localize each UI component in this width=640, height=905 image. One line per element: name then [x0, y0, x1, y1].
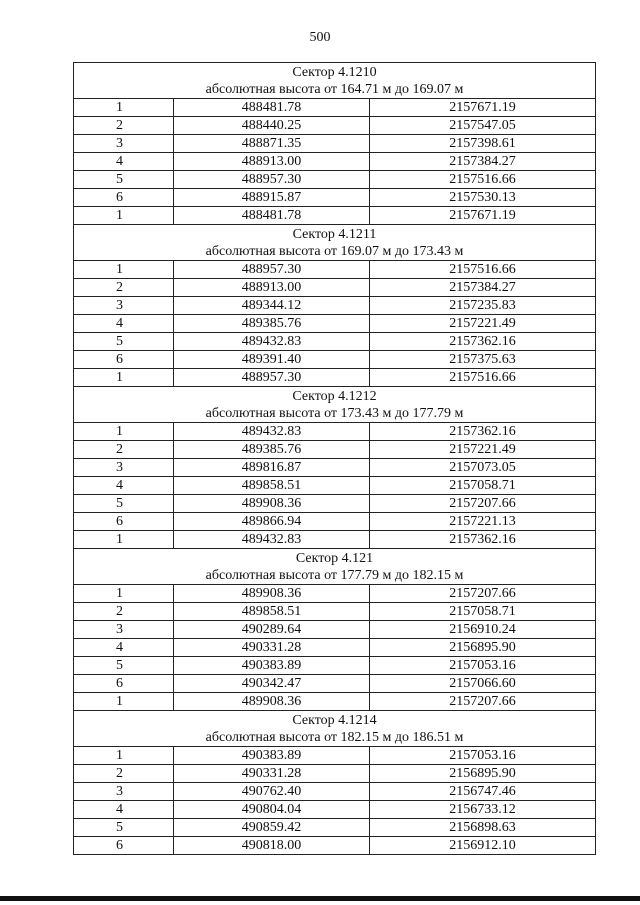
x-coordinate-cell — [174, 531, 370, 548]
x-coordinate-cell — [174, 603, 370, 620]
table-row — [74, 135, 595, 153]
table-row — [74, 657, 595, 675]
x-coordinate-cell — [174, 99, 370, 116]
point-number-cell-text: 5 — [116, 658, 123, 673]
y-coordinate-cell-text: 2157384.27 — [449, 154, 516, 169]
y-coordinate-cell-text: 2157207.66 — [449, 694, 516, 709]
y-coordinate-cell — [370, 783, 595, 800]
point-number-cell-text: 2 — [116, 118, 123, 133]
point-number-cell-text: 3 — [116, 136, 123, 151]
point-number-cell-text: 3 — [116, 622, 123, 637]
x-coordinate-cell-text: 489858.51 — [241, 478, 302, 493]
x-coordinate-cell-text: 489432.83 — [241, 334, 302, 349]
y-coordinate-cell — [370, 819, 595, 836]
point-number-cell — [74, 675, 174, 692]
y-coordinate-cell-text: 2157375.63 — [449, 352, 516, 367]
point-number-cell-text: 5 — [116, 820, 123, 835]
point-number-cell — [74, 459, 174, 476]
x-coordinate-cell — [174, 513, 370, 530]
x-coordinate-cell — [174, 171, 370, 188]
y-coordinate-cell — [370, 585, 595, 602]
table-row — [74, 621, 595, 639]
table-row — [74, 279, 595, 297]
point-number-cell — [74, 333, 174, 350]
y-coordinate-cell — [370, 747, 595, 764]
x-coordinate-cell — [174, 585, 370, 602]
scan-edge-bar — [0, 896, 640, 901]
y-coordinate-cell — [370, 207, 595, 224]
x-coordinate-cell-text: 490859.42 — [241, 820, 302, 835]
x-coordinate-cell — [174, 333, 370, 350]
x-coordinate-cell — [174, 783, 370, 800]
y-coordinate-cell-text: 2157398.61 — [449, 136, 516, 151]
point-number-cell-text: 1 — [116, 208, 123, 223]
x-coordinate-cell-text: 490383.89 — [241, 748, 302, 763]
x-coordinate-cell-text: 489908.36 — [241, 694, 302, 709]
y-coordinate-cell — [370, 657, 595, 674]
point-number-cell-text: 3 — [116, 460, 123, 475]
x-coordinate-cell-text: 490762.40 — [241, 784, 302, 799]
point-number-cell — [74, 801, 174, 818]
y-coordinate-cell-text: 2156747.46 — [449, 784, 516, 799]
table-row — [74, 351, 595, 369]
table-row — [74, 171, 595, 189]
y-coordinate-cell-text: 2157516.66 — [449, 370, 516, 385]
table-row — [74, 531, 595, 549]
table-row — [74, 693, 595, 711]
point-number-cell-text: 5 — [116, 496, 123, 511]
y-coordinate-cell — [370, 765, 595, 782]
x-coordinate-cell — [174, 675, 370, 692]
point-number-cell — [74, 153, 174, 170]
point-number-cell-text: 1 — [116, 370, 123, 385]
sector-header — [74, 63, 595, 99]
point-number-cell-text: 6 — [116, 676, 123, 691]
y-coordinate-cell-text: 2156733.12 — [449, 802, 516, 817]
x-coordinate-cell-text: 488440.25 — [241, 118, 302, 133]
table-row — [74, 189, 595, 207]
sector-altitude-range: абсолютная высота от 164.71 м до 169.07 м — [205, 82, 464, 97]
point-number-cell — [74, 369, 174, 386]
table-row — [74, 783, 595, 801]
table-row — [74, 117, 595, 135]
x-coordinate-cell — [174, 819, 370, 836]
y-coordinate-cell-text: 2157362.16 — [449, 532, 516, 547]
x-coordinate-cell — [174, 117, 370, 134]
point-number-cell — [74, 441, 174, 458]
point-number-cell — [74, 837, 174, 854]
x-coordinate-cell-text: 490383.89 — [241, 658, 302, 673]
x-coordinate-cell — [174, 135, 370, 152]
point-number-cell — [74, 207, 174, 224]
sector-header — [74, 225, 595, 261]
table-row — [74, 837, 595, 855]
point-number-cell — [74, 495, 174, 512]
sector-title: Сектор 4.121 — [295, 551, 374, 566]
point-number-cell — [74, 117, 174, 134]
x-coordinate-cell-text: 490331.28 — [241, 640, 302, 655]
y-coordinate-cell-text: 2157221.49 — [449, 442, 516, 457]
point-number-cell — [74, 477, 174, 494]
x-coordinate-cell — [174, 315, 370, 332]
point-number-cell-text: 1 — [116, 748, 123, 763]
y-coordinate-cell — [370, 297, 595, 314]
y-coordinate-cell — [370, 675, 595, 692]
x-coordinate-cell — [174, 477, 370, 494]
y-coordinate-cell — [370, 477, 595, 494]
page-number: 500 — [309, 30, 331, 45]
y-coordinate-cell-text: 2156895.90 — [449, 766, 516, 781]
y-coordinate-cell — [370, 639, 595, 656]
table-row — [74, 315, 595, 333]
point-number-cell — [74, 513, 174, 530]
x-coordinate-cell — [174, 459, 370, 476]
table-row — [74, 423, 595, 441]
table-row — [74, 675, 595, 693]
x-coordinate-cell-text: 490342.47 — [241, 676, 302, 691]
y-coordinate-cell — [370, 531, 595, 548]
sector-altitude-range: абсолютная высота от 177.79 м до 182.15 м — [205, 568, 464, 583]
y-coordinate-cell-text: 2156912.10 — [449, 838, 516, 853]
table-row — [74, 207, 595, 225]
y-coordinate-cell-text: 2157221.49 — [449, 316, 516, 331]
y-coordinate-cell — [370, 171, 595, 188]
x-coordinate-cell — [174, 279, 370, 296]
x-coordinate-cell — [174, 495, 370, 512]
point-number-cell — [74, 99, 174, 116]
table-row — [74, 369, 595, 387]
point-number-cell-text: 1 — [116, 100, 123, 115]
sector-altitude-range: абсолютная высота от 169.07 м до 173.43 м — [205, 244, 464, 259]
sector-title: Сектор 4.1214 — [292, 713, 377, 728]
table-row — [74, 441, 595, 459]
point-number-cell-text: 1 — [116, 532, 123, 547]
point-number-cell — [74, 135, 174, 152]
point-number-cell-text: 1 — [116, 262, 123, 277]
point-number-cell-text: 1 — [116, 586, 123, 601]
point-number-cell-text: 5 — [116, 334, 123, 349]
point-number-cell-text: 4 — [116, 802, 123, 817]
point-number-cell — [74, 351, 174, 368]
point-number-cell-text: 4 — [116, 478, 123, 493]
table-row — [74, 819, 595, 837]
y-coordinate-cell-text: 2157066.60 — [449, 676, 516, 691]
point-number-cell — [74, 297, 174, 314]
x-coordinate-cell-text: 488481.78 — [241, 208, 302, 223]
x-coordinate-cell — [174, 369, 370, 386]
x-coordinate-cell-text: 489385.76 — [241, 316, 302, 331]
y-coordinate-cell — [370, 99, 595, 116]
sector-header — [74, 387, 595, 423]
y-coordinate-cell-text: 2157053.16 — [449, 658, 516, 673]
table-row — [74, 333, 595, 351]
point-number-cell-text: 2 — [116, 604, 123, 619]
y-coordinate-cell — [370, 495, 595, 512]
sector-altitude-range: абсолютная высота от 182.15 м до 186.51 м — [205, 730, 464, 745]
y-coordinate-cell-text: 2157058.71 — [449, 604, 516, 619]
y-coordinate-cell-text: 2157235.83 — [449, 298, 516, 313]
point-number-cell-text: 1 — [116, 424, 123, 439]
y-coordinate-cell — [370, 315, 595, 332]
y-coordinate-cell-text: 2157207.66 — [449, 586, 516, 601]
y-coordinate-cell — [370, 333, 595, 350]
x-coordinate-cell-text: 489866.94 — [241, 514, 302, 529]
point-number-cell-text: 6 — [116, 352, 123, 367]
y-coordinate-cell-text: 2156895.90 — [449, 640, 516, 655]
x-coordinate-cell-text: 489858.51 — [241, 604, 302, 619]
y-coordinate-cell-text: 2157530.13 — [449, 190, 516, 205]
y-coordinate-cell — [370, 369, 595, 386]
point-number-cell — [74, 171, 174, 188]
table-row — [74, 765, 595, 783]
x-coordinate-cell-text: 488871.35 — [241, 136, 302, 151]
point-number-cell — [74, 819, 174, 836]
coordinates-table — [73, 62, 596, 855]
point-number-cell — [74, 531, 174, 548]
point-number-cell-text: 2 — [116, 280, 123, 295]
y-coordinate-cell — [370, 693, 595, 710]
y-coordinate-cell-text: 2156898.63 — [449, 820, 516, 835]
point-number-cell-text: 4 — [116, 154, 123, 169]
x-coordinate-cell-text: 489391.40 — [241, 352, 302, 367]
y-coordinate-cell-text: 2157221.13 — [449, 514, 516, 529]
table-row — [74, 603, 595, 621]
point-number-cell — [74, 621, 174, 638]
table-row — [74, 459, 595, 477]
table-row — [74, 495, 595, 513]
table-row — [74, 477, 595, 495]
point-number-cell — [74, 279, 174, 296]
table-row — [74, 513, 595, 531]
y-coordinate-cell-text: 2157207.66 — [449, 496, 516, 511]
point-number-cell — [74, 315, 174, 332]
x-coordinate-cell — [174, 693, 370, 710]
sector-title: Сектор 4.1211 — [292, 227, 377, 242]
point-number-cell-text: 2 — [116, 766, 123, 781]
y-coordinate-cell — [370, 279, 595, 296]
y-coordinate-cell — [370, 603, 595, 620]
y-coordinate-cell — [370, 837, 595, 854]
point-number-cell-text: 6 — [116, 514, 123, 529]
point-number-cell — [74, 603, 174, 620]
y-coordinate-cell-text: 2157384.27 — [449, 280, 516, 295]
x-coordinate-cell — [174, 261, 370, 278]
y-coordinate-cell — [370, 189, 595, 206]
x-coordinate-cell-text: 489385.76 — [241, 442, 302, 457]
point-number-cell-text: 4 — [116, 640, 123, 655]
point-number-cell-text: 3 — [116, 298, 123, 313]
x-coordinate-cell-text: 489816.87 — [241, 460, 302, 475]
x-coordinate-cell-text: 489344.12 — [241, 298, 302, 313]
y-coordinate-cell-text: 2156910.24 — [449, 622, 516, 637]
point-number-cell-text: 3 — [116, 784, 123, 799]
table-row — [74, 747, 595, 765]
x-coordinate-cell-text: 490289.64 — [241, 622, 302, 637]
table-row — [74, 297, 595, 315]
y-coordinate-cell — [370, 423, 595, 440]
x-coordinate-cell-text: 490818.00 — [241, 838, 302, 853]
y-coordinate-cell-text: 2157073.05 — [449, 460, 516, 475]
table-row — [74, 153, 595, 171]
y-coordinate-cell — [370, 441, 595, 458]
x-coordinate-cell-text: 488913.00 — [241, 280, 302, 295]
x-coordinate-cell-text: 490804.04 — [241, 802, 302, 817]
x-coordinate-cell — [174, 837, 370, 854]
x-coordinate-cell — [174, 189, 370, 206]
x-coordinate-cell-text: 490331.28 — [241, 766, 302, 781]
x-coordinate-cell-text: 488481.78 — [241, 100, 302, 115]
point-number-cell-text: 4 — [116, 316, 123, 331]
y-coordinate-cell — [370, 459, 595, 476]
table-row — [74, 801, 595, 819]
point-number-cell — [74, 693, 174, 710]
x-coordinate-cell-text: 489432.83 — [241, 532, 302, 547]
x-coordinate-cell-text: 488913.00 — [241, 154, 302, 169]
table-row — [74, 99, 595, 117]
x-coordinate-cell-text: 488957.30 — [241, 172, 302, 187]
sector-title: Сектор 4.1210 — [292, 65, 377, 80]
point-number-cell-text: 5 — [116, 172, 123, 187]
x-coordinate-cell — [174, 441, 370, 458]
x-coordinate-cell — [174, 297, 370, 314]
x-coordinate-cell — [174, 153, 370, 170]
point-number-cell-text: 1 — [116, 694, 123, 709]
y-coordinate-cell-text: 2157671.19 — [449, 100, 516, 115]
y-coordinate-cell — [370, 351, 595, 368]
y-coordinate-cell-text: 2157516.66 — [449, 262, 516, 277]
point-number-cell-text: 6 — [116, 838, 123, 853]
point-number-cell — [74, 261, 174, 278]
y-coordinate-cell — [370, 153, 595, 170]
point-number-cell — [74, 657, 174, 674]
sector-altitude-range: абсолютная высота от 173.43 м до 177.79 м — [205, 406, 464, 421]
x-coordinate-cell — [174, 423, 370, 440]
x-coordinate-cell — [174, 621, 370, 638]
point-number-cell — [74, 747, 174, 764]
x-coordinate-cell — [174, 801, 370, 818]
y-coordinate-cell-text: 2157516.66 — [449, 172, 516, 187]
x-coordinate-cell — [174, 207, 370, 224]
y-coordinate-cell — [370, 801, 595, 818]
sector-header — [74, 549, 595, 585]
x-coordinate-cell-text: 489432.83 — [241, 424, 302, 439]
y-coordinate-cell-text: 2157547.05 — [449, 118, 516, 133]
x-coordinate-cell-text: 488957.30 — [241, 262, 302, 277]
x-coordinate-cell-text: 488957.30 — [241, 370, 302, 385]
table-row — [74, 639, 595, 657]
point-number-cell — [74, 585, 174, 602]
x-coordinate-cell-text: 489908.36 — [241, 496, 302, 511]
y-coordinate-cell — [370, 261, 595, 278]
table-row — [74, 585, 595, 603]
x-coordinate-cell — [174, 657, 370, 674]
x-coordinate-cell-text: 488915.87 — [241, 190, 302, 205]
y-coordinate-cell-text: 2157362.16 — [449, 334, 516, 349]
y-coordinate-cell — [370, 135, 595, 152]
y-coordinate-cell-text: 2157058.71 — [449, 478, 516, 493]
point-number-cell — [74, 423, 174, 440]
y-coordinate-cell-text: 2157362.16 — [449, 424, 516, 439]
point-number-cell — [74, 765, 174, 782]
y-coordinate-cell-text: 2157671.19 — [449, 208, 516, 223]
x-coordinate-cell — [174, 765, 370, 782]
x-coordinate-cell — [174, 747, 370, 764]
x-coordinate-cell-text: 489908.36 — [241, 586, 302, 601]
point-number-cell-text: 2 — [116, 442, 123, 457]
point-number-cell — [74, 783, 174, 800]
y-coordinate-cell-text: 2157053.16 — [449, 748, 516, 763]
point-number-cell — [74, 639, 174, 656]
point-number-cell — [74, 189, 174, 206]
x-coordinate-cell — [174, 639, 370, 656]
sector-title: Сектор 4.1212 — [292, 389, 377, 404]
y-coordinate-cell — [370, 513, 595, 530]
x-coordinate-cell — [174, 351, 370, 368]
table-row — [74, 261, 595, 279]
y-coordinate-cell — [370, 621, 595, 638]
point-number-cell-text: 6 — [116, 190, 123, 205]
sector-header — [74, 711, 595, 747]
y-coordinate-cell — [370, 117, 595, 134]
